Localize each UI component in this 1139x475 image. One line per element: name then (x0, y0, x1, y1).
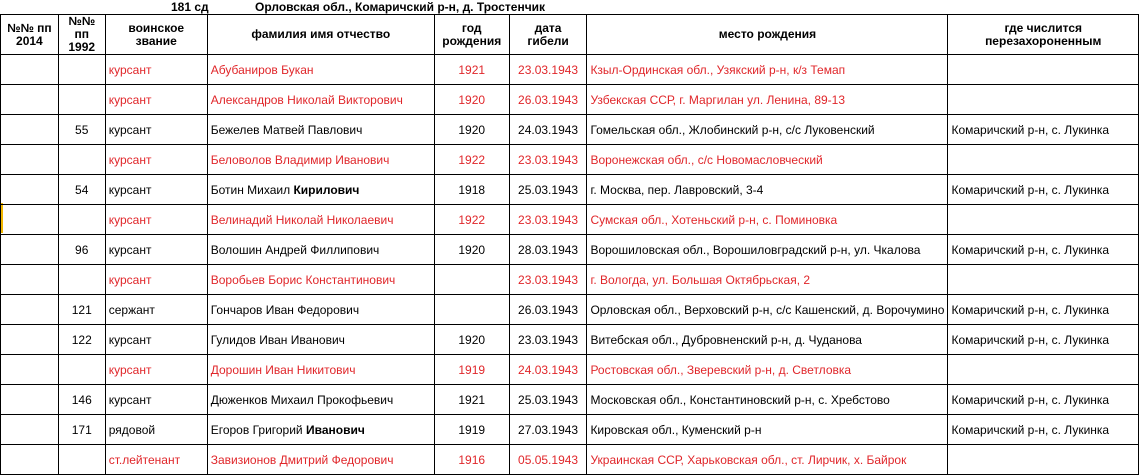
cell-reburied[interactable] (948, 445, 1139, 475)
cell-birthplace[interactable]: Ворошиловская обл., Ворошиловградский р-н, ул. Чкалова (587, 235, 948, 265)
cell-name[interactable] (207, 445, 434, 475)
name-text: Беловолов Владимир Иванович (210, 152, 390, 167)
table-row (1, 325, 1139, 355)
cell-n2014[interactable] (1, 295, 59, 325)
table-row (1, 115, 1139, 145)
cell-birth-year[interactable]: 1916 (434, 445, 509, 475)
cell-rank[interactable]: сержант (105, 295, 207, 325)
burial-list-table (0, 14, 1139, 475)
cell-rank[interactable]: курсант (105, 175, 207, 205)
table-row (1, 235, 1139, 265)
burial-place-label[interactable]: Орловская обл., Комаричский р-н, д. Тростенчик (255, 0, 546, 14)
header-cell-name[interactable]: фамилия имя отчество (207, 15, 434, 55)
cell-rank[interactable]: курсант (105, 235, 207, 265)
cell-death-date[interactable]: 24.03.1943 (509, 355, 587, 385)
cell-reburied[interactable]: Комаричский р-н, с. Лукинка (948, 115, 1139, 145)
cell-reburied[interactable]: Комаричский р-н, с. Лукинка (948, 175, 1139, 205)
cell-name[interactable] (207, 145, 434, 175)
cell-n2014[interactable] (1, 205, 59, 235)
cell-death-date[interactable]: 23.03.1943 (509, 145, 587, 175)
cell-reburied[interactable]: Комаричский р-н, с. Лукинка (948, 295, 1139, 325)
cell-name[interactable] (207, 355, 434, 385)
cell-n2014[interactable] (1, 385, 59, 415)
cell-death-date[interactable]: 24.03.1943 (509, 115, 587, 145)
cell-rank[interactable]: курсант (105, 325, 207, 355)
cell-reburied[interactable] (948, 145, 1139, 175)
name-text: Гончаров Иван Федорович (210, 302, 360, 317)
header-cell-reburied[interactable]: где числится перезахороненным (948, 15, 1139, 55)
table-row (1, 295, 1139, 325)
cell-death-date[interactable]: 23.03.1943 (509, 265, 587, 295)
cell-birthplace[interactable]: Гомельская обл., Жлобинский р-н, с/с Луковенский (587, 115, 948, 145)
cell-birthplace[interactable]: Московская обл., Константиновский р-н, с. Хребстово (587, 385, 948, 415)
name-text: Абубаниров Букан (210, 62, 314, 77)
cell-birth-year[interactable]: 1919 (434, 415, 509, 445)
cell-birth-year[interactable]: 1921 (434, 55, 509, 85)
cell-name[interactable] (207, 85, 434, 115)
cell-death-date[interactable]: 23.03.1943 (509, 325, 587, 355)
cell-rank[interactable]: курсант (105, 385, 207, 415)
header-cell-rank[interactable]: воинское звание (105, 15, 207, 55)
cell-birthplace[interactable]: Узбекская ССР, г. Маргилан ул. Ленина, 89-13 (587, 85, 948, 115)
table-row (1, 265, 1139, 295)
table-row (1, 85, 1139, 115)
table-row (1, 205, 1139, 235)
cell-n2014[interactable] (1, 325, 59, 355)
cell-death-date[interactable]: 27.03.1943 (509, 415, 587, 445)
cell-name[interactable] (207, 385, 434, 415)
cell-n2014[interactable] (1, 445, 59, 475)
name-text: Дорошин Иван Никитович (210, 362, 356, 377)
cell-n1992[interactable]: 122 (58, 325, 105, 355)
cell-birth-year[interactable]: 1919 (434, 355, 509, 385)
name-text: Воробьев Борис Константинович (210, 272, 396, 287)
name-bold-text: Иванович (305, 422, 365, 437)
cell-birthplace[interactable]: Воронежская обл., с/с Новомасловческий (587, 145, 948, 175)
cell-n1992[interactable]: 55 (58, 115, 105, 145)
cell-name[interactable] (207, 415, 434, 445)
cell-birth-year[interactable]: 1918 (434, 175, 509, 205)
name-text: Бежелев Матвей Павлович (210, 122, 363, 137)
cell-name[interactable] (207, 175, 434, 205)
cell-rank[interactable]: курсант (105, 85, 207, 115)
cell-n2014[interactable] (1, 85, 59, 115)
cell-death-date[interactable]: 25.03.1943 (509, 385, 587, 415)
cell-birth-year[interactable]: 1920 (434, 235, 509, 265)
cell-name[interactable] (207, 115, 434, 145)
name-text: Волошин Андрей Филлипович (210, 242, 380, 257)
cell-reburied[interactable]: Комаричский р-н, с. Лукинка (948, 415, 1139, 445)
name-text: Дюженков Михаил Прокофьевич (210, 392, 394, 407)
cell-birthplace[interactable]: Кировская обл., Куменский р-н (587, 415, 948, 445)
sheet-title-row (0, 0, 1139, 14)
cell-n1992[interactable]: 146 (58, 385, 105, 415)
table-row (1, 145, 1139, 175)
cell-name[interactable] (207, 265, 434, 295)
name-text: Ботин Михаил (210, 182, 294, 197)
cell-rank[interactable]: ст.лейтенант (105, 445, 207, 475)
cell-birthplace[interactable]: Кзыл-Ординская обл., Узякский р-н, к/з Темап (587, 55, 948, 85)
cell-n1992[interactable] (58, 55, 105, 85)
header-cell-birth-year[interactable]: год рождения (434, 15, 509, 55)
cell-death-date[interactable]: 26.03.1943 (509, 85, 587, 115)
cell-birthplace[interactable]: Витебская обл., Дубровненский р-н, д. Чуданова (587, 325, 948, 355)
cell-n1992[interactable]: 121 (58, 295, 105, 325)
cell-name[interactable] (207, 295, 434, 325)
cell-rank[interactable]: курсант (105, 115, 207, 145)
unit-label[interactable]: 181 сд (171, 0, 209, 14)
cell-death-date[interactable]: 23.03.1943 (509, 205, 587, 235)
name-text: Александров Николай Викторович (210, 92, 403, 107)
cell-reburied[interactable] (948, 55, 1139, 85)
cell-reburied[interactable]: Комаричский р-н, с. Лукинка (948, 385, 1139, 415)
name-text: Гулидов Иван Иванович (210, 332, 345, 347)
cell-n1992[interactable] (58, 145, 105, 175)
cell-birthplace[interactable]: г. Москва, пер. Лавровский, 3-4 (587, 175, 948, 205)
cell-birth-year[interactable] (434, 295, 509, 325)
cell-rank[interactable]: курсант (105, 55, 207, 85)
table-row (1, 415, 1139, 445)
cell-birth-year[interactable]: 1921 (434, 385, 509, 415)
cell-birth-year[interactable]: 1920 (434, 115, 509, 145)
table-row (1, 175, 1139, 205)
cell-birth-year[interactable]: 1920 (434, 85, 509, 115)
cell-n2014[interactable] (1, 415, 59, 445)
header-row (1, 15, 1139, 55)
cell-n2014[interactable] (1, 55, 59, 85)
cell-birthplace[interactable]: г. Вологда, ул. Большая Октябрьская, 2 (587, 265, 948, 295)
name-text: Велинадий Николай Николаевич (210, 212, 394, 227)
cell-n1992[interactable] (58, 265, 105, 295)
cell-n2014[interactable] (1, 355, 59, 385)
cell-n1992[interactable] (58, 85, 105, 115)
cell-rank[interactable]: курсант (105, 355, 207, 385)
cell-n2014[interactable] (1, 235, 59, 265)
cell-n2014[interactable] (1, 265, 59, 295)
cell-reburied[interactable] (948, 265, 1139, 295)
cell-rank[interactable]: рядовой (105, 415, 207, 445)
cell-birthplace[interactable]: Сумская обл., Хотеньский р-н, с. Поминовка (587, 205, 948, 235)
cell-reburied[interactable] (948, 355, 1139, 385)
cell-n1992[interactable]: 54 (58, 175, 105, 205)
cell-rank[interactable]: курсант (105, 145, 207, 175)
table-body (1, 15, 1139, 475)
header-cell-death-date[interactable]: дата гибели (509, 15, 587, 55)
cell-n1992[interactable]: 96 (58, 235, 105, 265)
name-text: Егоров Григорий (210, 422, 306, 437)
table-row (1, 445, 1139, 475)
cell-n1992[interactable]: 171 (58, 415, 105, 445)
cell-n2014[interactable] (1, 115, 59, 145)
header-cell-n1992[interactable]: №№ пп 1992 (58, 15, 105, 55)
cell-name[interactable] (207, 205, 434, 235)
table-row (1, 55, 1139, 85)
header-cell-birthplace[interactable]: место рождения (587, 15, 948, 55)
cell-reburied[interactable]: Комаричский р-н, с. Лукинка (948, 325, 1139, 355)
cell-birth-year[interactable]: 1920 (434, 325, 509, 355)
cell-n1992[interactable] (58, 205, 105, 235)
cell-birthplace[interactable]: Ростовская обл., Зверевский р-н, д. Светловка (587, 355, 948, 385)
cell-birthplace[interactable]: Орловская обл., Верховский р-н, с/с Кашенский, д. Ворочумино (587, 295, 948, 325)
header-cell-n2014[interactable]: №№ пп 2014 (1, 15, 59, 55)
cell-n1992[interactable] (58, 355, 105, 385)
cell-name[interactable] (207, 325, 434, 355)
cell-birth-year[interactable]: 1922 (434, 205, 509, 235)
cell-death-date[interactable]: 28.03.1943 (509, 235, 587, 265)
cell-reburied[interactable] (948, 205, 1139, 235)
cell-rank[interactable]: курсант (105, 205, 207, 235)
cell-death-date[interactable]: 05.05.1943 (509, 445, 587, 475)
table-row (1, 355, 1139, 385)
name-text: Завизионов Дмитрий Федорович (210, 452, 394, 467)
cell-death-date[interactable]: 26.03.1943 (509, 295, 587, 325)
cell-reburied[interactable]: Комаричский р-н, с. Лукинка (948, 235, 1139, 265)
cell-birth-year[interactable] (434, 265, 509, 295)
cell-name[interactable] (207, 235, 434, 265)
cell-rank[interactable]: курсант (105, 265, 207, 295)
name-bold-text: Кирилович (293, 182, 360, 197)
cell-birth-year[interactable]: 1922 (434, 145, 509, 175)
cell-death-date[interactable]: 25.03.1943 (509, 175, 587, 205)
table-row (1, 385, 1139, 415)
cell-n2014[interactable] (1, 175, 59, 205)
cell-death-date[interactable]: 23.03.1943 (509, 55, 587, 85)
cell-birthplace[interactable]: Украинская ССР, Харьковская обл., ст. Лирчик, х. Байрок (587, 445, 948, 475)
cell-reburied[interactable] (948, 85, 1139, 115)
cell-n2014[interactable] (1, 145, 59, 175)
cell-n1992[interactable] (58, 445, 105, 475)
cell-name[interactable] (207, 55, 434, 85)
